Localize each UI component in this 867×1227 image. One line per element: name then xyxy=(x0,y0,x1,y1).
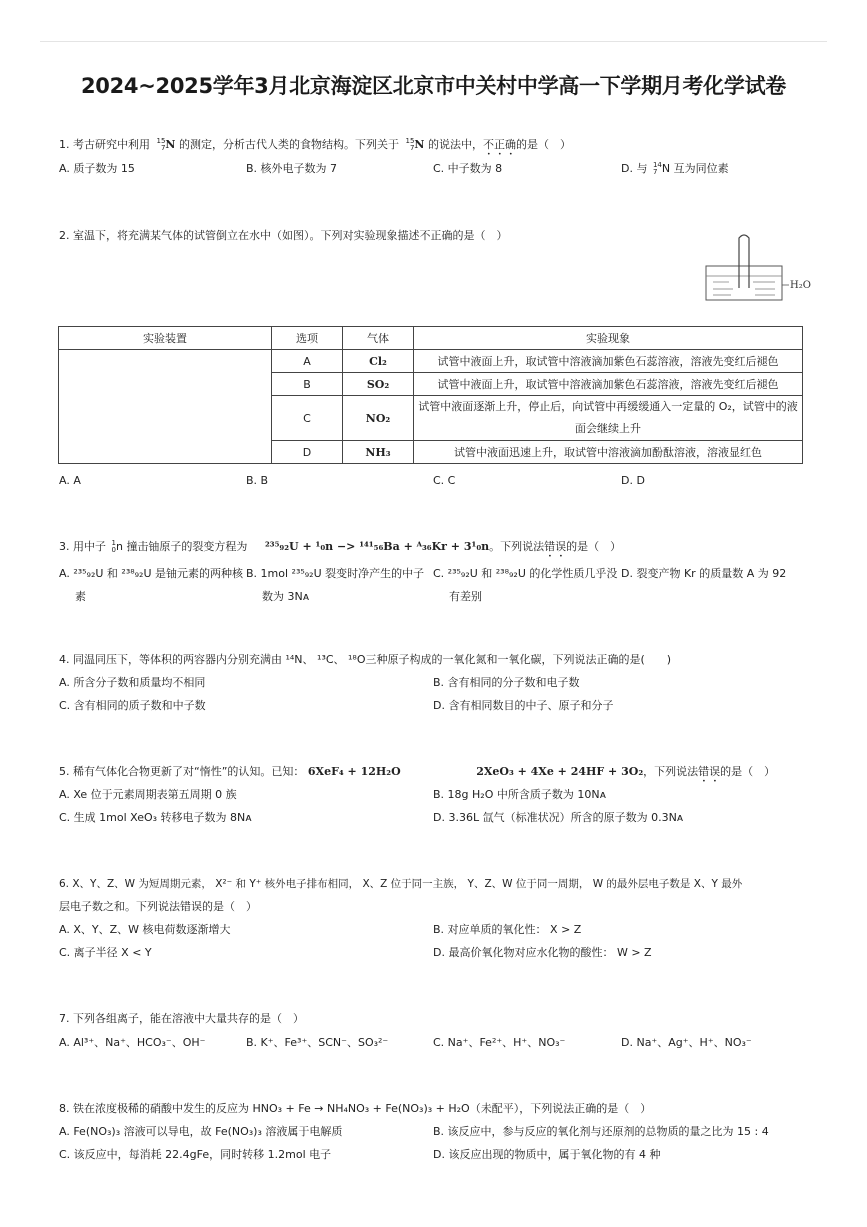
q7-option-d[interactable]: D. Na⁺、Ag⁺、H⁺、NO₃⁻ xyxy=(621,1036,752,1049)
q3-option-a[interactable]: A. ²³⁵₉₂U 和 ²³⁸₉₂U 是铀元素的两种核 素 xyxy=(59,567,244,603)
header-apparatus: 实验装置 xyxy=(59,327,272,350)
question-8-stem: 8. 铁在浓度极稀的硝酸中发生的反应为 HNO₃ + Fe → NH₄NO₃ + Fe(NO₃)₃ + H₂O（未配平），下列说法正确的是（ ） xyxy=(59,1102,652,1115)
header-gas: 气体 xyxy=(343,327,414,350)
q2-option-a[interactable]: A. A xyxy=(59,474,81,487)
q8-option-a[interactable]: A. Fe(NO₃)₃ 溶液可以导电，故 Fe(NO₃)₃ 溶液属于电解质 xyxy=(59,1125,343,1138)
q8-option-c[interactable]: C. 该反应中，每消耗 22.4gFe，同时转移 1.2mol 电子 xyxy=(59,1148,332,1161)
q1-option-c[interactable]: C. 中子数为 8 xyxy=(433,162,503,175)
q1-option-b[interactable]: B. 核外电子数为 7 xyxy=(246,162,338,175)
q4-option-c[interactable]: C. 含有相同的质子数和中子数 xyxy=(59,699,206,712)
q8-option-d[interactable]: D. 该反应出现的物质中，属于氧化物的有 4 种 xyxy=(433,1148,661,1161)
q6-option-d[interactable]: D. 最高价氧化物对应水化物的酸性： W > Z xyxy=(433,946,652,959)
q2-option-d[interactable]: D. D xyxy=(621,474,645,487)
q4-option-b[interactable]: B. 含有相同的分子数和电子数 xyxy=(433,676,580,689)
header-option: 选项 xyxy=(272,327,343,350)
q6-option-c[interactable]: C. 离子半径 X < Y xyxy=(59,946,152,959)
question-1-stem: 1. 考古研究中利用 15 7N 的测定，分析古代人类的食物结构。下列关于 15 7N 的说法中，不正确的是（ ） xyxy=(59,137,571,152)
q5-option-a[interactable]: A. Xe 位于元素周期表第五周期 0 族 xyxy=(59,788,237,801)
table-row: C NO₂ 试管中液面逐渐上升，停止后，向试管中再缓缓通入一定量的 O₂，试管中的液面会继续上升 xyxy=(59,396,803,441)
question-4-stem: 4. 同温同压下，等体积的两容器内分别充满由 ¹⁴N、 ¹³C、 ¹⁸O三种原子构成的一氧化氮和一氧化碳，下列说法正确的是( ) xyxy=(59,653,672,666)
q2-option-c[interactable]: C. C xyxy=(433,474,456,487)
table-row: B SO₂ 试管中液面上升，取试管中溶液滴加紫色石蕊溶液，溶液先变红后褪色 xyxy=(59,373,803,396)
q7-option-a[interactable]: A. Al³⁺、Na⁺、HCO₃⁻、OH⁻ xyxy=(59,1036,206,1049)
q5-option-b[interactable]: B. 18g H₂O 中所含质子数为 10Nᴀ xyxy=(433,788,607,801)
q1-option-a[interactable]: A. 质子数为 15 xyxy=(59,162,135,175)
q3-option-c[interactable]: C. ²³⁵₉₂U 和 ²³⁸₉₂U 的化学性质几乎没 有差别 xyxy=(433,567,618,603)
q5-option-c[interactable]: C. 生成 1mol XeO₃ 转移电子数为 8Nᴀ xyxy=(59,811,252,824)
q7-option-b[interactable]: B. K⁺、Fe³⁺、SCN⁻、SO₃²⁻ xyxy=(246,1036,389,1049)
inverted-test-tube-figure xyxy=(703,232,813,304)
header-rule xyxy=(40,41,827,42)
q5-option-d[interactable]: D. 3.36L 氙气（标准状况）所含的原子数为 0.3Nᴀ xyxy=(433,811,684,824)
apparatus-cell xyxy=(59,350,272,464)
experiment-table xyxy=(58,326,803,464)
question-3-stem: 3. 用中子 1 0n 撞击铀原子的裂变方程为 ²³⁵₉₂U + ¹₀n −> ¹⁴¹₅₆Ba + ᴬ₃₆Kr + 3¹₀n。下列说法错误的是（ ） xyxy=(59,539,622,554)
page-title: 2024~2025学年3月北京海淀区北京市中关村中学高一下学期月考化学试卷 xyxy=(80,74,786,98)
q3-option-d[interactable]: D. 裂变产物 Kr 的质量数 A 为 92 xyxy=(621,567,787,580)
table-row: A Cl₂ 试管中液面上升，取试管中溶液滴加紫色石蕊溶液，溶液先变红后褪色 xyxy=(59,350,803,373)
q4-option-a[interactable]: A. 所含分子数和质量均不相同 xyxy=(59,676,206,689)
q6-option-a[interactable]: A. X、Y、Z、W 核电荷数逐渐增大 xyxy=(59,923,231,936)
q2-option-b[interactable]: B. B xyxy=(246,474,269,487)
q3-option-b[interactable]: B. 1mol ²³⁵₉₂U 裂变时净产生的中子 数为 3Nᴀ xyxy=(246,567,425,603)
question-5-stem: 5. 稀有气体化合物更新了对“惰性”的认知。已知： 6XeF₄ + 12H₂O 2XeO₃ + 4Xe + 24HF + 3O₂，下列说法错误的是（ ） xyxy=(59,765,776,778)
q6-option-b[interactable]: B. 对应单质的氧化性： X > Z xyxy=(433,923,582,936)
question-6-stem-line1: 6. X、Y、Z、W 为短周期元素， X²⁻ 和 Y⁺ 核外电子排布相同， X、Z 位于同一主族， Y、Z、W 位于同一周期， W 的最外层电子数是 X、Y 最外 xyxy=(59,878,743,890)
q1-option-d[interactable]: D. 与 14 7 N 互为同位素 xyxy=(621,161,729,176)
q7-option-c[interactable]: C. Na⁺、Fe²⁺、H⁺、NO₃⁻ xyxy=(433,1036,566,1049)
question-2-stem: 2. 室温下，将充满某气体的试管倒立在水中（如图）。下列对实验现象描述不正确的是（ ） xyxy=(59,229,508,242)
question-7-stem: 7. 下列各组离子，能在溶液中大量共存的是（ ） xyxy=(59,1012,304,1025)
table-row: D NH₃ 试管中液面迅速上升，取试管中溶液滴加酚酞溶液，溶液显红色 xyxy=(59,441,803,464)
question-6-stem-line2: 层电子数之和。下列说法错误的是（ ） xyxy=(59,900,257,913)
q8-option-b[interactable]: B. 该反应中，参与反应的氧化剂与还原剂的总物质的量之比为 15 : 4 xyxy=(433,1125,769,1138)
table-header-row xyxy=(59,327,803,350)
header-phenomenon: 实验现象 xyxy=(414,327,803,350)
q4-option-d[interactable]: D. 含有相同数目的中子、原子和分子 xyxy=(433,699,614,712)
water-label: H₂O xyxy=(790,280,811,291)
